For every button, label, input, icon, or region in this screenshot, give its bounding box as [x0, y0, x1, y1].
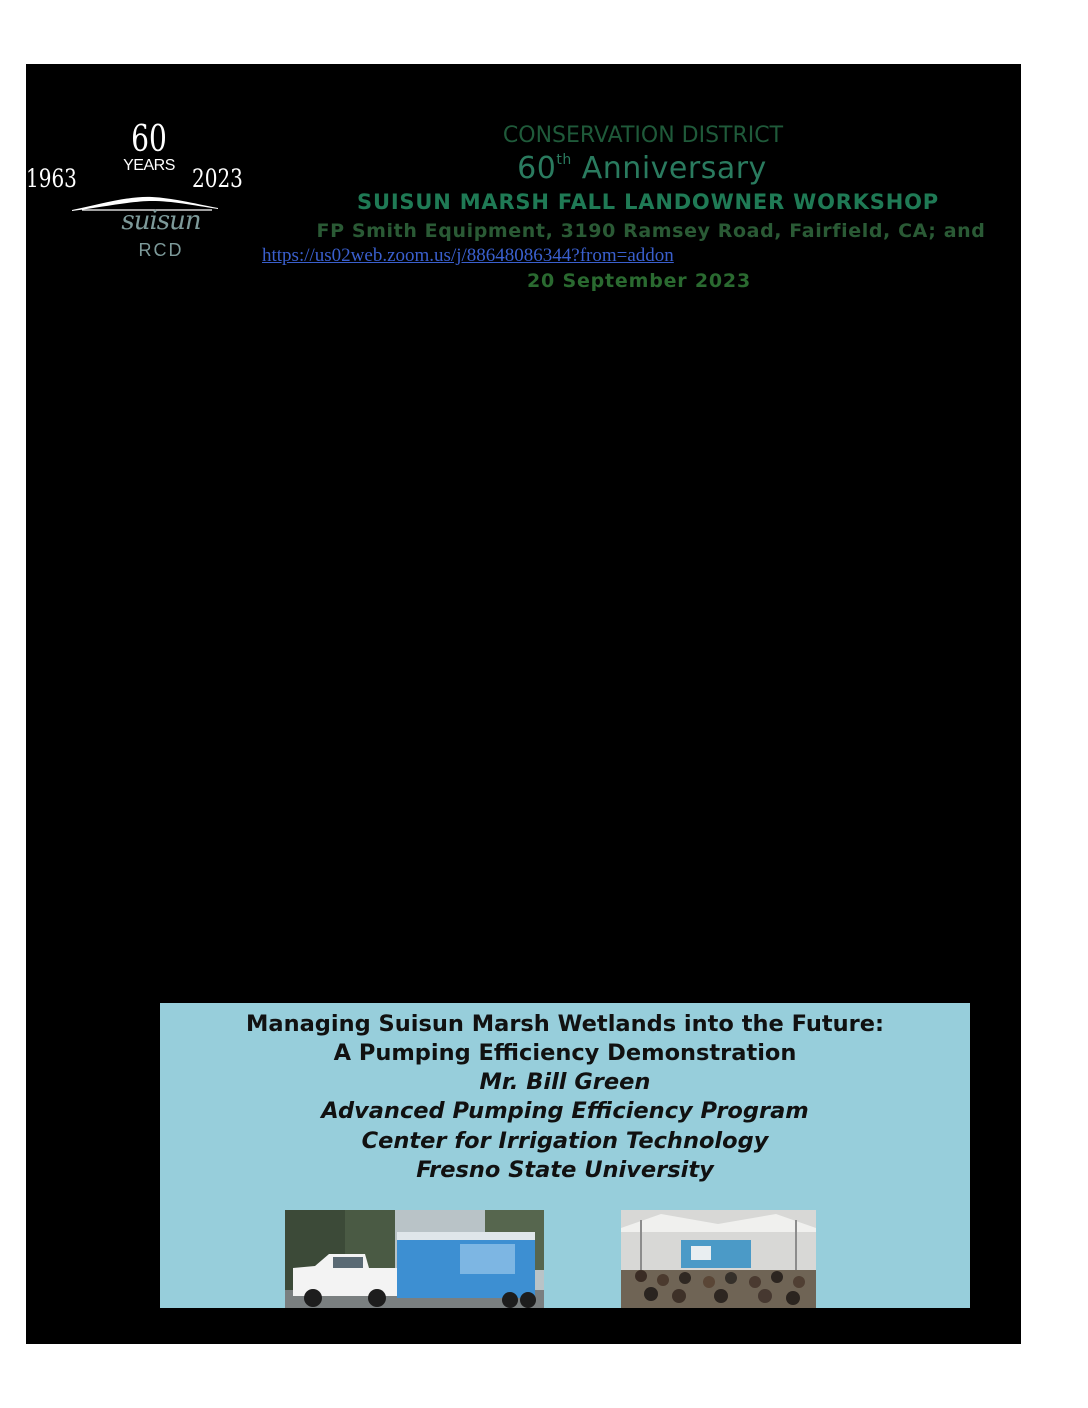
suisun-rcd-60-years-logo: [26, 120, 248, 265]
speaker-center: Center for Irrigation Technology: [361, 1128, 769, 1154]
logo-year-end: 2023: [192, 164, 243, 193]
anniversary-number: 60: [517, 151, 557, 186]
feature-title-line2: A Pumping Efficiency Demonstration: [333, 1040, 797, 1066]
anniversary-heading: [252, 151, 1032, 186]
logo-script-text: suisun: [121, 206, 201, 236]
anniversary-superscript: th: [556, 152, 572, 168]
workshop-date: 20 September 2023: [527, 270, 751, 292]
workshop-address: FP Smith Equipment, 3190 Ramsey Road, Fairfield, CA; and: [316, 220, 986, 242]
logo-rcd-text: RCD: [138, 240, 184, 260]
workshop-title: SUISUN MARSH FALL LANDOWNER WORKSHOP: [357, 190, 939, 214]
feature-title-line1: Managing Suisun Marsh Wetlands into the Future:: [246, 1011, 884, 1037]
speaker-program: Advanced Pumping Efficiency Program: [321, 1098, 809, 1124]
conservation-district-heading: CONSERVATION DISTRICT: [502, 123, 784, 148]
logo-years: YEARS: [123, 157, 175, 174]
feature-box: [160, 1003, 970, 1308]
speaker-name: Mr. Bill Green: [479, 1069, 651, 1095]
tent-audience-photo: [621, 1210, 816, 1308]
truck-trailer-photo: [285, 1210, 544, 1308]
anniversary-text: Anniversary: [571, 151, 767, 186]
speaker-university: Fresno State University: [416, 1157, 714, 1183]
logo-sixty: 60: [131, 119, 167, 160]
logo-year-start: 1963: [26, 164, 77, 193]
zoom-link[interactable]: https://us02web.zoom.us/j/88648086344?from=addon: [262, 245, 674, 266]
